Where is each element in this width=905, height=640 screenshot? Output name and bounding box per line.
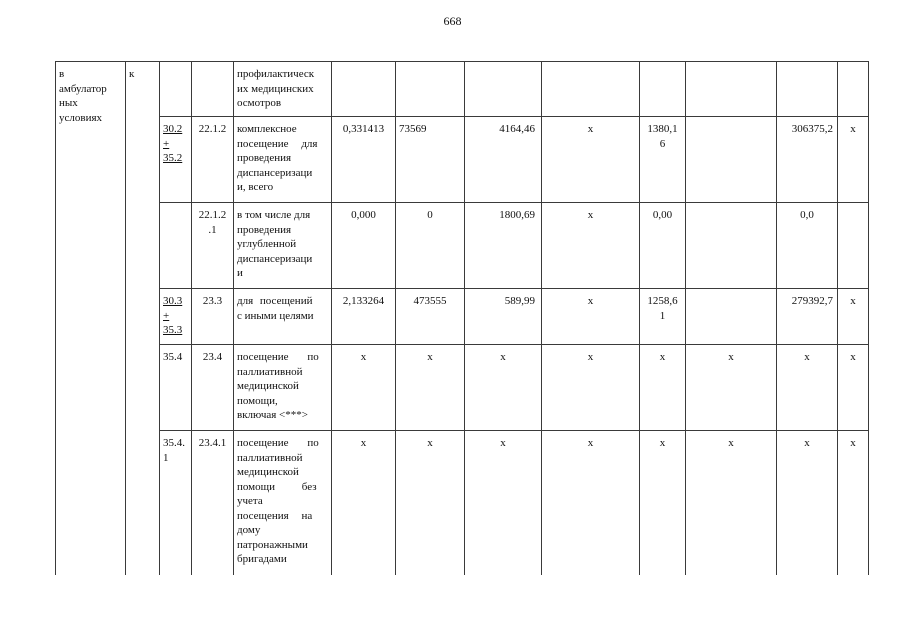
description-line: дому — [237, 524, 261, 536]
table-border-right — [868, 61, 869, 575]
value-cell: 0,00 — [652, 209, 673, 221]
description-line: диспансеризаци — [237, 252, 313, 265]
row-number: 23.3 — [202, 295, 223, 307]
care-condition-line: амбулатор — [59, 82, 107, 95]
description-line: посещение по — [237, 437, 319, 449]
description-line: диспансеризаци — [237, 166, 313, 179]
row-id: 35.4 — [163, 351, 183, 363]
value-cell: x — [360, 437, 367, 449]
description-line: и — [237, 267, 243, 279]
row-divider — [159, 430, 869, 431]
value-cell: x — [804, 351, 810, 363]
table-border-left — [55, 61, 56, 575]
column-divider — [464, 61, 465, 575]
value-cell: x — [659, 351, 666, 363]
row-id-link[interactable] — [163, 294, 189, 338]
row-id-line: 30.2 — [163, 123, 183, 135]
description-line: паллиативной — [237, 451, 303, 464]
column-divider — [125, 61, 126, 575]
row-number: 23.4 — [202, 351, 223, 363]
description-line: и, всего — [237, 181, 274, 193]
description-line: профилактическ — [237, 68, 315, 80]
description-line: паллиативной — [237, 365, 303, 378]
value-cell: x — [850, 123, 856, 135]
care-condition-label — [59, 67, 123, 125]
value-cell: x — [850, 295, 856, 307]
value-cell: x — [587, 437, 594, 449]
description-line: включая <***> — [237, 409, 308, 421]
row-id — [163, 436, 185, 465]
value-line: 1258,6 — [647, 295, 678, 307]
value-cell: x — [427, 351, 433, 363]
value-line: 6 — [659, 137, 666, 150]
value-cell: x — [587, 351, 594, 363]
row-id-line: 35.4. — [163, 437, 185, 449]
value-cell: 473555 — [413, 295, 447, 307]
value-line: 1 — [659, 309, 666, 322]
value-cell: x — [587, 295, 594, 307]
row-number: 22.1.2 — [198, 123, 227, 135]
description-line: помощи, — [237, 394, 278, 407]
description-line: патронажными — [237, 538, 308, 551]
description-line: учета — [237, 495, 263, 507]
value-cell: x — [587, 209, 594, 221]
row-number-line: .1 — [208, 223, 217, 236]
row-id-line: 35.2 — [163, 152, 183, 164]
row-description — [237, 122, 329, 195]
value-cell: x — [728, 437, 734, 449]
value-cell: 0,0 — [800, 209, 814, 221]
row-description — [237, 67, 329, 111]
column-divider — [191, 61, 192, 575]
value-cell: 0,331413 — [342, 123, 385, 135]
column-divider — [837, 61, 838, 575]
row-divider — [159, 288, 869, 289]
row-id-line: 35.3 — [163, 324, 183, 336]
value-cell: 0,000 — [351, 209, 376, 221]
column-divider — [685, 61, 686, 575]
value-cell: 279392,7 — [791, 295, 833, 307]
description-line: посещение для — [237, 137, 318, 150]
value-cell: x — [500, 351, 506, 363]
row-id-line: 1 — [163, 451, 169, 464]
description-line: осмотров — [237, 97, 282, 109]
row-divider — [159, 202, 869, 203]
description-line: медицинской — [237, 380, 299, 392]
row-divider — [55, 61, 869, 62]
value-cell: x — [587, 123, 594, 135]
row-id-link[interactable] — [163, 122, 189, 166]
description-line: для посещений — [237, 295, 313, 307]
value-cell: 589,99 — [504, 295, 535, 307]
value-cell: x — [427, 437, 433, 449]
row-number — [192, 208, 233, 237]
column-divider — [541, 61, 542, 575]
column-divider — [395, 61, 396, 575]
value-cell: x — [659, 437, 666, 449]
column-divider — [159, 61, 160, 575]
description-line: посещения на — [237, 509, 313, 522]
description-line: помощи без — [237, 480, 317, 493]
row-description — [237, 350, 329, 423]
row-id-line: + — [163, 309, 170, 322]
value-cell: x — [850, 437, 856, 449]
description-line: углубленной — [237, 238, 297, 250]
value-cell: 0 — [427, 209, 433, 221]
value-cell — [640, 122, 685, 151]
column-divider — [233, 61, 234, 575]
care-condition-line: ных — [59, 97, 78, 109]
value-cell: x — [804, 437, 810, 449]
row-divider — [159, 344, 869, 345]
value-cell: x — [850, 351, 856, 363]
description-line: бригадами — [237, 553, 287, 565]
row-id-line: 30.3 — [163, 295, 183, 307]
value-line: 1380,1 — [647, 123, 678, 135]
description-line: проведения — [237, 152, 292, 164]
column-divider — [776, 61, 777, 575]
medical-care-table — [55, 61, 869, 575]
value-cell: 1800,69 — [499, 209, 535, 221]
row-id-line: + — [163, 137, 170, 150]
description-line: посещение по — [237, 351, 319, 363]
row-number-line: 22.1.2 — [198, 209, 227, 221]
page-number: 668 — [443, 14, 462, 28]
description-line: проведения — [237, 223, 292, 236]
row-description — [237, 208, 329, 281]
care-condition-line: условиях — [59, 111, 103, 124]
description-line: в том числе для — [237, 209, 311, 221]
value-cell: 73569 — [399, 123, 427, 135]
value-cell: x — [500, 437, 506, 449]
description-line: с иными целями — [237, 309, 314, 322]
value-cell: x — [728, 351, 734, 363]
value-cell: x — [360, 351, 367, 363]
category-letter: к — [129, 68, 135, 80]
description-line: медицинской — [237, 466, 299, 478]
row-description — [237, 294, 329, 323]
description-line: их медицинских — [237, 82, 314, 95]
value-cell: 4164,46 — [499, 123, 535, 135]
value-cell: 2,133264 — [342, 295, 385, 307]
row-description — [237, 436, 329, 567]
row-number: 23.4.1 — [198, 437, 227, 449]
value-cell — [640, 294, 685, 323]
column-divider — [331, 61, 332, 575]
row-divider — [159, 116, 869, 117]
description-line: комплексное — [237, 123, 297, 135]
care-condition-line: в — [59, 68, 65, 80]
value-cell: 306375,2 — [791, 123, 833, 135]
